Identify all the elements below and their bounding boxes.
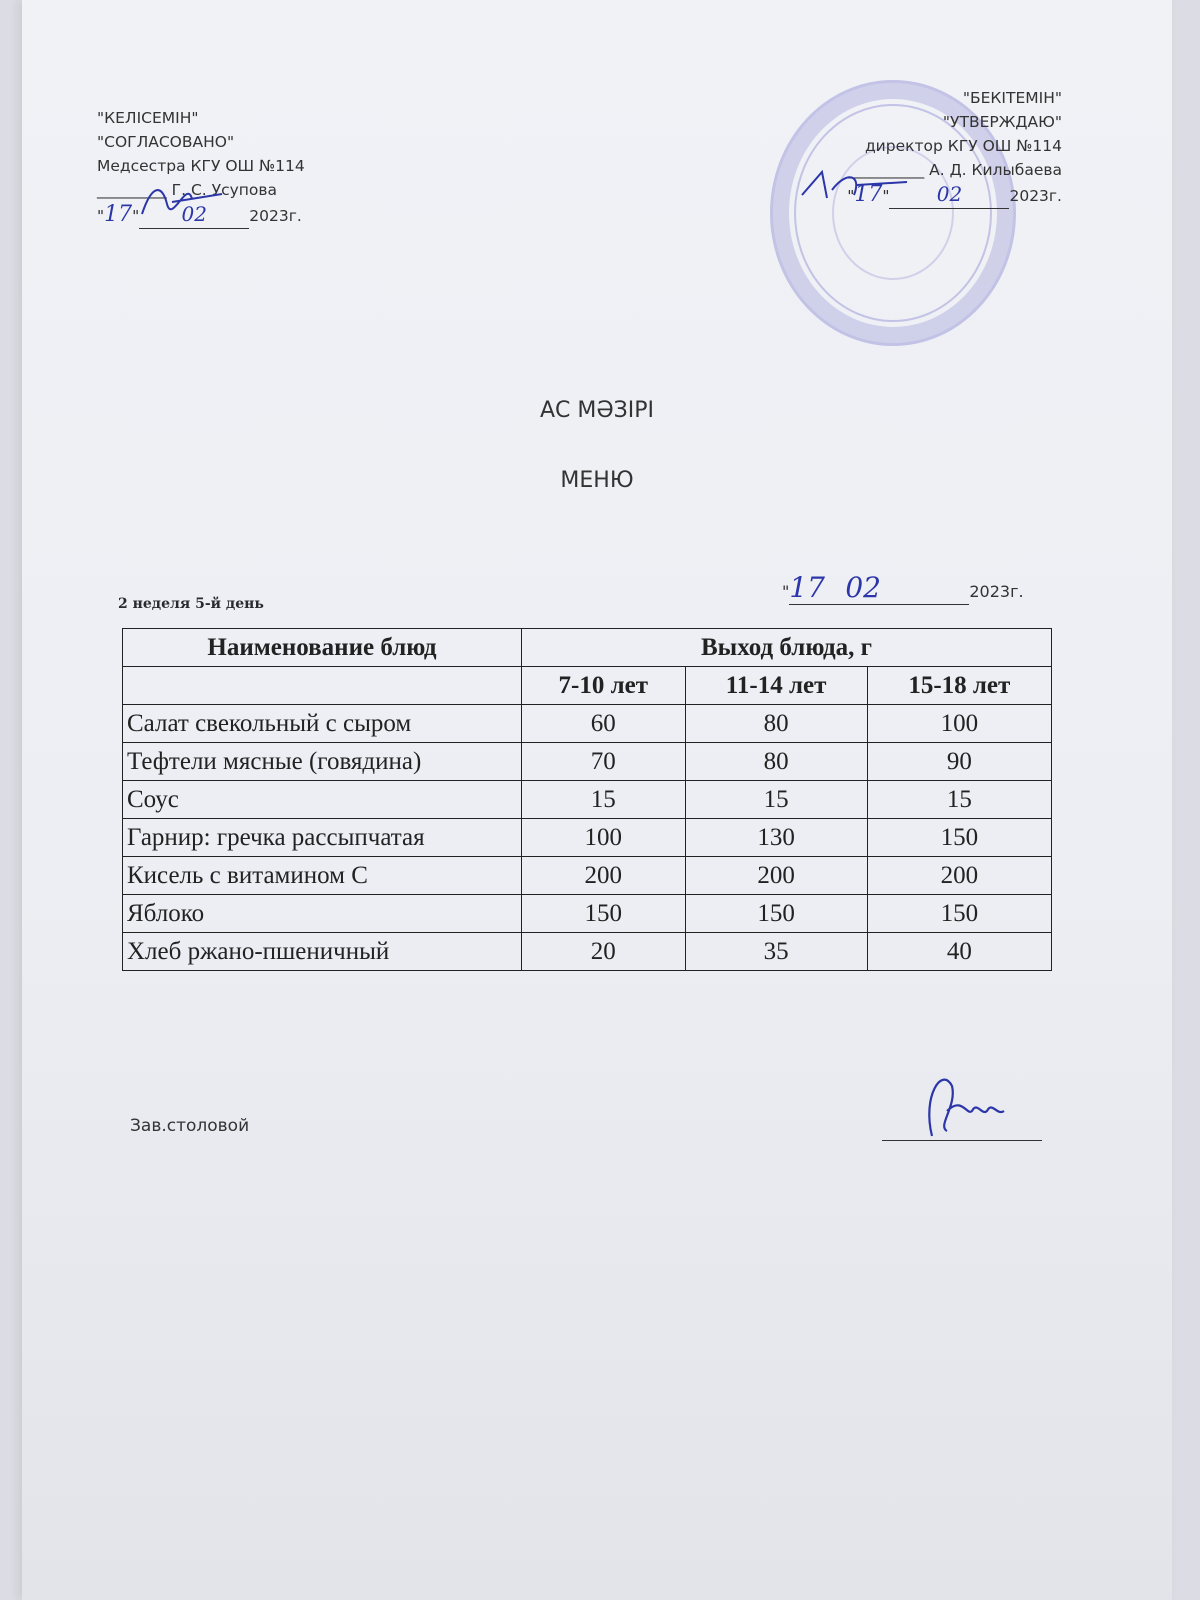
yield-cell: 100	[867, 705, 1051, 743]
left-date-mid: "	[132, 207, 140, 225]
table-age-row	[123, 667, 1052, 705]
right-approval-line1: "БЕКІТЕМІН"	[962, 89, 1062, 107]
yield-cell: 15	[522, 781, 686, 819]
header-yield: Выход блюда, г	[522, 629, 1052, 667]
menu-date-open: "	[782, 582, 790, 601]
table-row	[123, 895, 1052, 933]
menu-date-day: 17	[789, 571, 825, 604]
right-approval-line4: __________ А. Д. Килыбаева	[846, 161, 1062, 179]
left-approval-line2: "СОГЛАСОВАНО"	[97, 133, 235, 151]
right-signature-image	[792, 160, 912, 210]
table-row	[123, 743, 1052, 781]
yield-cell: 70	[522, 743, 686, 781]
yield-cell: 40	[867, 933, 1051, 971]
dish-name: Соус	[123, 781, 522, 819]
yield-cell: 200	[522, 857, 686, 895]
yield-cell: 15	[685, 781, 867, 819]
yield-cell: 90	[867, 743, 1051, 781]
table-row	[123, 705, 1052, 743]
header-empty	[123, 667, 522, 705]
yield-cell: 100	[522, 819, 686, 857]
right-date-day: 17	[854, 182, 883, 207]
yield-cell: 130	[685, 819, 867, 857]
menu-date	[782, 571, 1024, 605]
yield-cell: 200	[685, 857, 867, 895]
left-date-open: "	[97, 207, 105, 225]
menu-date-month: 02	[845, 571, 881, 604]
yield-cell: 15	[867, 781, 1051, 819]
right-approval-line2: "УТВЕРЖДАЮ"	[942, 113, 1062, 131]
menu-date-tail: 2023г.	[969, 582, 1024, 601]
yield-cell: 20	[522, 933, 686, 971]
week-day-label: 2 неделя 5-й день	[118, 596, 264, 612]
table-row	[123, 857, 1052, 895]
dish-name: Гарнир: гречка рассыпчатая	[123, 819, 522, 857]
canteen-signature-image	[912, 1056, 1012, 1146]
left-approval-line3: Медсестра КГУ ОШ №114	[97, 157, 305, 175]
left-approval-line4: _________ Г. С. Усупова	[97, 181, 278, 199]
header-dish-name: Наименование блюд	[123, 629, 522, 667]
left-date-month: 02	[181, 202, 207, 226]
table-header-row	[123, 629, 1052, 667]
yield-cell: 35	[685, 933, 867, 971]
left-signature-image	[132, 174, 242, 224]
left-date-day: 17	[104, 202, 133, 227]
header-age-group: 15-18 лет	[867, 667, 1051, 705]
left-approval-line1: "КЕЛІСЕМІН"	[97, 109, 199, 127]
yield-cell: 150	[685, 895, 867, 933]
right-date-open: "	[847, 187, 855, 205]
dish-name: Кисель с витамином С	[123, 857, 522, 895]
table-row	[123, 781, 1052, 819]
right-date-tail: 2023г.	[1009, 187, 1062, 205]
yield-cell: 200	[867, 857, 1051, 895]
dish-name: Яблоко	[123, 895, 522, 933]
yield-cell: 80	[685, 705, 867, 743]
dish-name: Хлеб ржано-пшеничный	[123, 933, 522, 971]
yield-cell: 150	[522, 895, 686, 933]
dish-name: Салат свекольный с сыром	[123, 705, 522, 743]
menu-table	[122, 628, 1052, 971]
right-date-mid: "	[882, 187, 890, 205]
yield-cell: 80	[685, 743, 867, 781]
title-russian: МЕНЮ	[560, 468, 634, 493]
right-date-month: 02	[936, 182, 963, 206]
document-sheet	[22, 0, 1172, 1600]
yield-cell: 150	[867, 819, 1051, 857]
canteen-head-label: Зав.столовой	[130, 1116, 250, 1136]
table-row	[123, 933, 1052, 971]
header-age-group: 7-10 лет	[522, 667, 686, 705]
title-kazakh: АС МӘЗІРІ	[539, 398, 655, 423]
dish-name: Тефтели мясные (говядина)	[123, 743, 522, 781]
left-date-tail: 2023г.	[249, 207, 302, 225]
yield-cell: 150	[867, 895, 1051, 933]
right-approval-line3: директор КГУ ОШ №114	[864, 137, 1062, 155]
header-age-group: 11-14 лет	[685, 667, 867, 705]
table-row	[123, 819, 1052, 857]
yield-cell: 60	[522, 705, 686, 743]
